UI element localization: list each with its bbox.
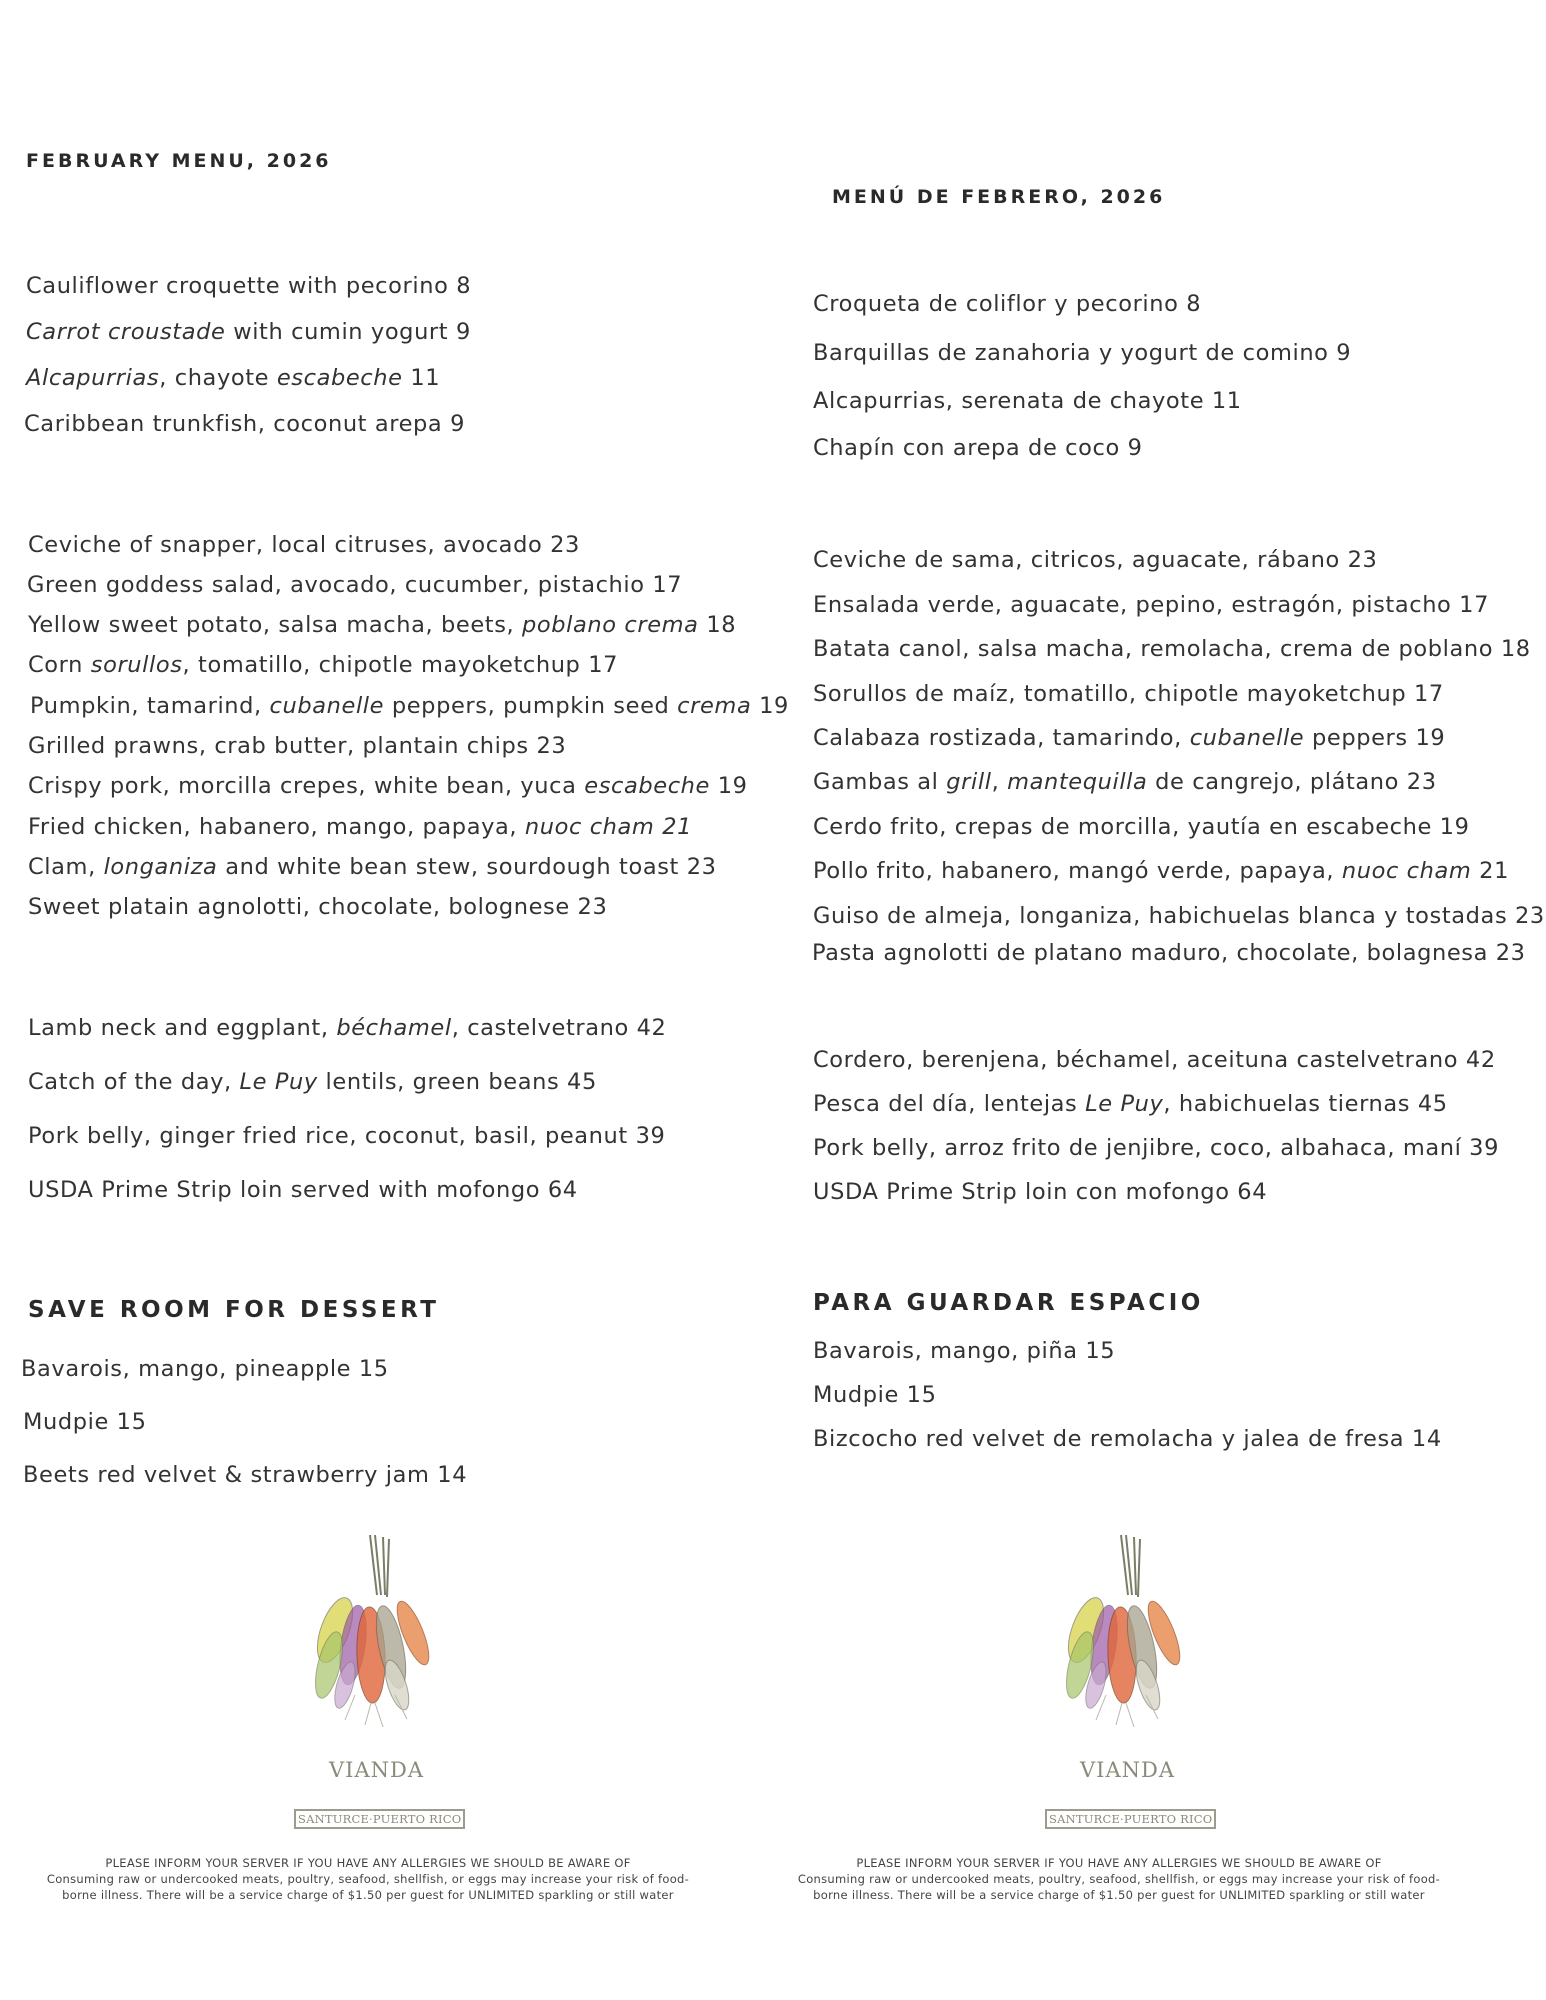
- brand-location: SANTURCE·PUERTO RICO: [294, 1809, 465, 1829]
- menu-item: Calabaza rostizada, tamarindo, cubanelle peppers 19: [813, 725, 1446, 751]
- brand-name: VIANDA: [1080, 1758, 1176, 1782]
- menu-item: Grilled prawns, crab butter, plantain chips 23: [28, 733, 567, 759]
- menu-item: Alcapurrias, chayote escabeche 11: [26, 365, 441, 391]
- notice-line: PLEASE INFORM YOUR SERVER IF YOU HAVE ANY ALLERGIES WE SHOULD BE AWARE OF: [105, 1856, 631, 1870]
- root-vegetables-icon: [275, 1535, 475, 1735]
- menu-item: Ceviche of snapper, local citruses, avocado 23: [28, 532, 580, 558]
- brand-name: VIANDA: [329, 1758, 425, 1782]
- spanish-menu-column: [786, 0, 1546, 2000]
- menu-item: Sorullos de maíz, tomatillo, chipotle mayoketchup 17: [813, 681, 1444, 707]
- menu-item: Bavarois, mango, piña 15: [813, 1338, 1116, 1364]
- menu-item: Chapín con arepa de coco 9: [813, 435, 1143, 461]
- menu-title: MENÚ DE FEBRERO, 2026: [832, 186, 1166, 208]
- dessert-title: PARA GUARDAR ESPACIO: [813, 1290, 1204, 1316]
- notice-line: borne illness. There will be a service charge of $1.50 per guest for UNLIMITED sparkling or still water: [813, 1888, 1425, 1902]
- menu-item: Croqueta de coliflor y pecorino 8: [813, 291, 1202, 317]
- menu-item: Crispy pork, morcilla crepes, white bean, yuca escabeche 19: [28, 773, 748, 799]
- menu-item: Pesca del día, lentejas Le Puy, habichuelas tiernas 45: [813, 1091, 1448, 1117]
- menu-item: Yellow sweet potato, salsa macha, beets, poblano crema 18: [28, 612, 737, 638]
- menu-item: Sweet platain agnolotti, chocolate, bolognese 23: [28, 894, 608, 920]
- menu-item: Clam, longaniza and white bean stew, sourdough toast 23: [28, 854, 717, 880]
- menu-item: Ensalada verde, aguacate, pepino, estragón, pistacho 17: [813, 592, 1490, 618]
- menu-item: Catch of the day, Le Puy lentils, green beans 45: [28, 1069, 597, 1095]
- menu-item: Gambas al grill, mantequilla de cangrejo, plátano 23: [813, 769, 1437, 795]
- menu-item: Corn sorullos, tomatillo, chipotle mayoketchup 17: [28, 652, 619, 678]
- menu-item: Lamb neck and eggplant, béchamel, castelvetrano 42: [28, 1015, 667, 1041]
- menu-item: Barquillas de zanahoria y yogurt de comino 9: [813, 340, 1352, 366]
- brand-location: SANTURCE·PUERTO RICO: [1045, 1809, 1216, 1829]
- root-vegetables-icon: [1026, 1535, 1226, 1735]
- menu-item: Alcapurrias, serenata de chayote 11: [813, 388, 1242, 414]
- notice-line: Consuming raw or undercooked meats, poultry, seafood, shellfish, or eggs may increase your risk of food-: [46, 1872, 690, 1886]
- menu-item: Mudpie 15: [813, 1382, 937, 1408]
- vianda-logo-illustration: [275, 1535, 475, 1735]
- menu-item: Fried chicken, habanero, mango, papaya, nuoc cham 21: [28, 814, 693, 840]
- menu-item: Pollo frito, habanero, mangó verde, papaya, nuoc cham 21: [813, 858, 1510, 884]
- notice-line: borne illness. There will be a service charge of $1.50 per guest for UNLIMITED sparkling or still water: [62, 1888, 674, 1902]
- notice-line: Consuming raw or undercooked meats, poultry, seafood, shellfish, or eggs may increase your risk of food-: [797, 1872, 1441, 1886]
- menu-item: Green goddess salad, avocado, cucumber, pistachio 17: [27, 572, 683, 598]
- menu-title: FEBRUARY MENU, 2026: [26, 150, 332, 172]
- menu-item: Guiso de almeja, longaniza, habichuelas blanca y tostadas 23: [813, 903, 1545, 929]
- menu-item: Cordero, berenjena, béchamel, aceituna castelvetrano 42: [813, 1047, 1496, 1073]
- dessert-title: SAVE ROOM FOR DESSERT: [28, 1297, 440, 1323]
- menu-item: Cauliflower croquette with pecorino 8: [26, 273, 472, 299]
- menu-item: Carrot croustade with cumin yogurt 9: [26, 319, 471, 345]
- menu-item: USDA Prime Strip loin con mofongo 64: [813, 1179, 1268, 1205]
- menu-item: Bizcocho red velvet de remolacha y jalea de fresa 14: [813, 1426, 1442, 1452]
- menu-item: Cerdo frito, crepas de morcilla, yautía en escabeche 19: [813, 814, 1470, 840]
- notice-line: PLEASE INFORM YOUR SERVER IF YOU HAVE ANY ALLERGIES WE SHOULD BE AWARE OF: [856, 1856, 1382, 1870]
- menu-item: Ceviche de sama, citricos, aguacate, rábano 23: [813, 547, 1378, 573]
- menu-item: Pork belly, ginger fried rice, coconut, basil, peanut 39: [28, 1123, 666, 1149]
- menu-item: Bavarois, mango, pineapple 15: [21, 1356, 389, 1382]
- menu-item: USDA Prime Strip loin served with mofongo 64: [28, 1177, 578, 1203]
- vianda-logo-illustration: [1026, 1535, 1226, 1735]
- menu-item: Beets red velvet & strawberry jam 14: [23, 1462, 468, 1488]
- menu-item: Pumpkin, tamarind, cubanelle peppers, pumpkin seed crema 19: [30, 693, 789, 719]
- menu-item: Mudpie 15: [23, 1409, 147, 1435]
- allergy-notice: [759, 1855, 1479, 1903]
- menu-item: Caribbean trunkfish, coconut arepa 9: [24, 411, 465, 437]
- menu-item: Pasta agnolotti de platano maduro, chocolate, bolagnesa 23: [812, 940, 1526, 966]
- allergy-notice: [8, 1855, 728, 1903]
- menu-item: Pork belly, arroz frito de jenjibre, coco, albahaca, maní 39: [813, 1135, 1500, 1161]
- menu-item: Batata canol, salsa macha, remolacha, crema de poblano 18: [813, 636, 1531, 662]
